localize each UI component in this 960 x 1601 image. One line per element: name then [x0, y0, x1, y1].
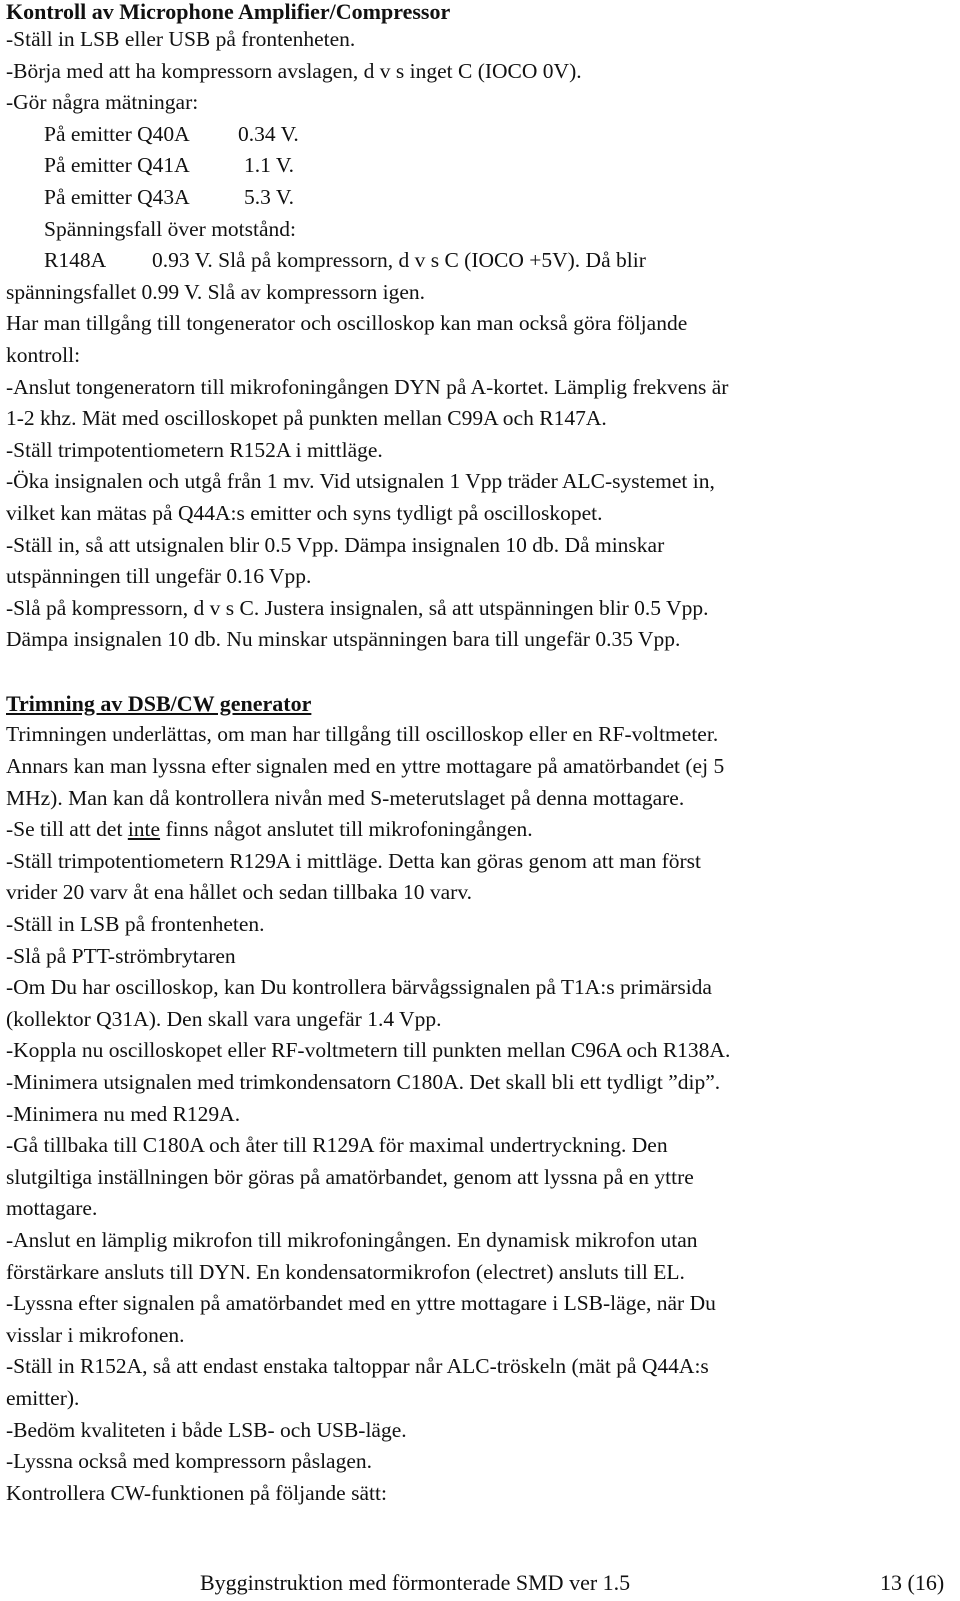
footer-title: Bygginstruktion med förmonterade SMD ver 1.5: [200, 1570, 631, 1595]
document-page: [6, 0, 956, 1509]
text-line: spänningsfallet 0.99 V. Slå av kompressorn igen.: [6, 279, 426, 304]
text-line: -Lyssna också med kompressorn påslagen.: [6, 1449, 373, 1474]
text-line: -Anslut tongeneratorn till mikrofoningången DYN på A-kortet. Lämplig frekvens är: [6, 374, 729, 399]
measurement-value: 1.1 V.: [244, 153, 294, 178]
measurement-value: 0.93 V. Slå på kompressorn, d v s C (IOCO +5V). Då blir: [152, 248, 646, 273]
text-line: -Slå på kompressorn, d v s C. Justera insignalen, så att utspänningen blir 0.5 Vpp.: [6, 595, 709, 620]
text-line: emitter).: [6, 1385, 80, 1410]
text-line: Trimningen underlättas, om man har tillgång till oscilloskop eller en RF-voltmeter.: [6, 722, 719, 747]
text-line: -Om Du har oscilloskop, kan Du kontrollera bärvågssignalen på T1A:s primärsida: [6, 975, 712, 1000]
text-line: Annars kan man lyssna efter signalen med en yttre mottagare på amatörbandet (ej 5: [6, 754, 725, 779]
text-line: MHz). Man kan då kontrollera nivån med S-meterutslaget på denna mottagare.: [6, 785, 685, 810]
text-line: -Börja med att ha kompressorn avslagen, d v s inget C (IOCO 0V).: [6, 58, 582, 83]
text-line: -Gå tillbaka till C180A och åter till R129A för maximal undertryckning. Den: [6, 1133, 668, 1158]
text-line: -Minimera nu med R129A.: [6, 1101, 241, 1126]
text-line: (kollektor Q31A). Den skall vara ungefär 1.4 Vpp.: [6, 1006, 442, 1031]
section1-body: [6, 277, 956, 656]
measurement-value: 5.3 V.: [244, 184, 294, 209]
section2-body: [6, 719, 956, 1509]
drop-label: Spänningsfall över motstånd:: [44, 216, 296, 241]
text-line: -Anslut en lämplig mikrofon till mikrofoningången. En dynamisk mikrofon utan: [6, 1227, 698, 1252]
text-line: Har man tillgång till tongenerator och oscilloskop kan man också göra följande: [6, 311, 688, 336]
text-line: -Slå på PTT-strömbrytaren: [6, 943, 236, 968]
text-line: -Koppla nu oscilloskopet eller RF-voltmetern till punkten mellan C96A och R138A.: [6, 1038, 731, 1063]
page-number: 13 (16): [880, 1570, 945, 1595]
measurement-label: På emitter Q41A: [44, 153, 190, 178]
text-line: visslar i mikrofonen.: [6, 1322, 185, 1347]
text-line: [6, 814, 956, 846]
text-line: -Ställ in, så att utsignalen blir 0.5 Vpp. Dämpa insignalen 10 db. Då minskar: [6, 532, 665, 557]
text-line: -Ställ in LSB eller USB på frontenheten.: [6, 27, 356, 51]
text-line: slutgiltiga inställningen bör göras på amatörbandet, genom att lyssna på en yttre: [6, 1164, 694, 1189]
measurement-list: [6, 119, 956, 277]
text-line: -Bedöm kvaliteten i både LSB- och USB-läge.: [6, 1417, 407, 1442]
text-line: 1-2 khz. Mät med oscilloskopet på punkten mellan C99A och R147A.: [6, 406, 607, 431]
text-line: -Ställ trimpotentiometern R152A i mittläge.: [6, 437, 383, 462]
text-line: Dämpa insignalen 10 db. Nu minskar utspänningen bara till ungefär 0.35 Vpp.: [6, 627, 681, 652]
section-spacer: [6, 656, 956, 688]
text-line: utspänningen till ungefär 0.16 Vpp.: [6, 564, 312, 589]
text-line: -Ställ trimpotentiometern R129A i mittläge. Detta kan göras genom att man först: [6, 848, 702, 873]
measurement-label: R148A: [44, 248, 107, 273]
measurement-label: På emitter Q40A: [44, 121, 190, 146]
text-line: -Öka insignalen och utgå från 1 mv. Vid utsignalen 1 Vpp träder ALC-systemet in,: [6, 469, 715, 494]
text-line: förstärkare ansluts till DYN. En kondensatormikrofon (electret) ansluts till EL.: [6, 1259, 685, 1284]
measurement-row: [6, 245, 956, 277]
text-line: vilket kan mätas på Q44A:s emitter och syns tydligt på oscilloskopet.: [6, 500, 603, 525]
text-line: -Lyssna efter signalen på amatörbandet med en yttre mottagare i LSB-läge, när Du: [6, 1291, 716, 1316]
measurement-row: [6, 182, 956, 214]
measurement-row: [6, 119, 956, 151]
text-line: Kontrollera CW-funktionen på följande sätt:: [6, 1480, 387, 1505]
text-line: vrider 20 varv åt ena hållet och sedan tillbaka 10 varv.: [6, 880, 473, 905]
text-fragment: -Se till att det: [6, 817, 128, 842]
section-heading-microphone-amplifier: Kontroll av Microphone Amplifier/Compressor: [6, 0, 451, 24]
section1-intro: [6, 24, 956, 119]
text-line: mottagare.: [6, 1196, 98, 1221]
emphasis-underlined: inte: [127, 817, 161, 842]
section-heading-dsb-cw-generator: Trimning av DSB/CW generator: [6, 690, 312, 716]
text-line: kontroll:: [6, 342, 81, 367]
measurement-label: På emitter Q43A: [44, 184, 190, 209]
measurement-value: 0.34 V.: [238, 121, 299, 146]
text-line: -Ställ in R152A, så att endast enstaka taltoppar når ALC-tröskeln (mät på Q44A:s: [6, 1354, 709, 1379]
measurement-row: [6, 150, 956, 182]
text-line: -Gör några mätningar:: [6, 90, 199, 115]
text-line: -Ställ in LSB på frontenheten.: [6, 912, 265, 937]
text-fragment: finns något anslutet till mikrofoningången.: [160, 817, 533, 842]
page-footer: [0, 1568, 960, 1598]
text-line: -Minimera utsignalen med trimkondensatorn C180A. Det skall bli ett tydligt ”dip”.: [6, 1070, 721, 1094]
